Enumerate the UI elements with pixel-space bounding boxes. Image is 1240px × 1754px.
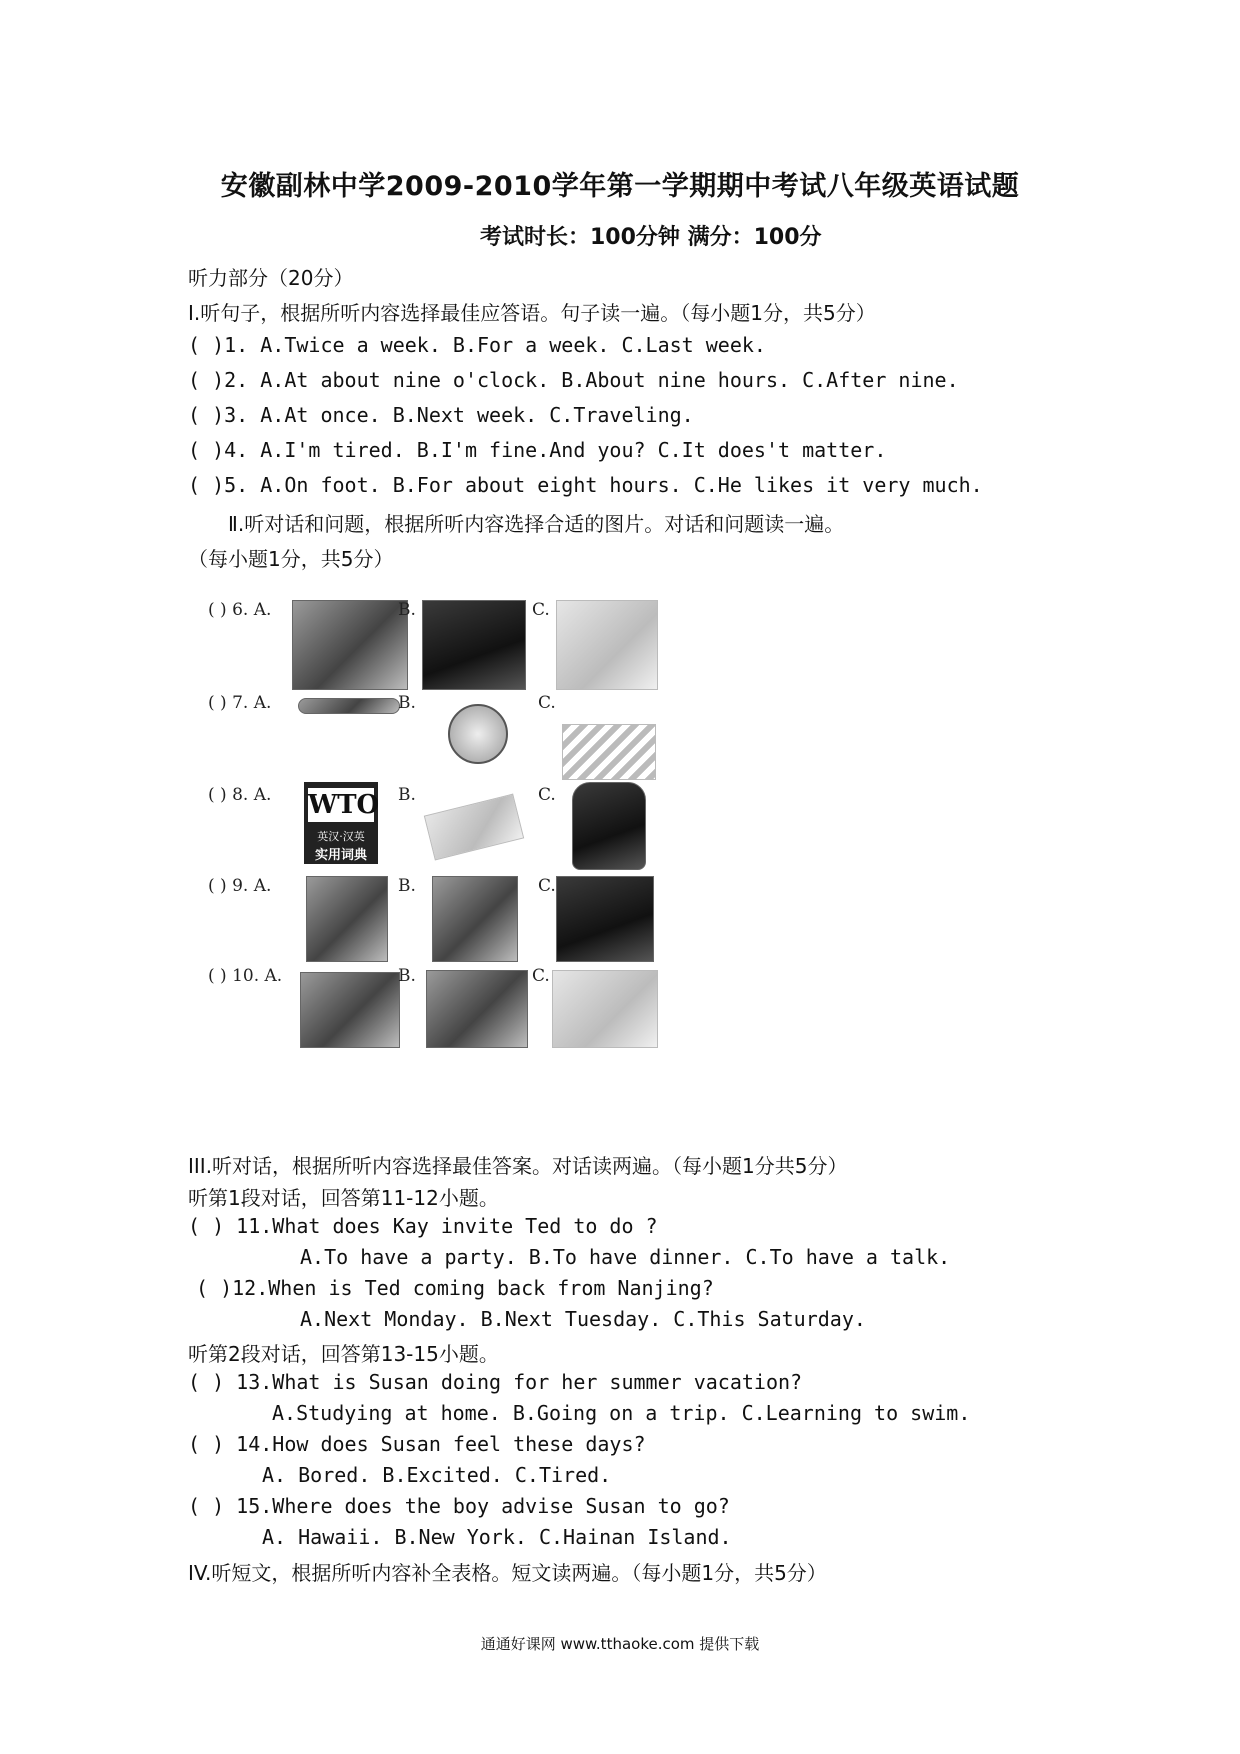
wto-text-2: 实用词典 (314, 848, 367, 863)
pic-q6-b-tent-image (422, 600, 526, 690)
page-title: 安徽副林中学2009-2010学年第一学期期中考试八年级英语试题 (220, 171, 1020, 202)
pic-q7-b-sun-icon (448, 704, 508, 764)
pic-q8-label: ( ) 8. A. (208, 785, 272, 805)
question-3: ( )3. A.At once. B.Next week. C.Traveling. (188, 403, 694, 427)
question-15-options: A. Hawaii. B.New York. C.Hainan Island. (262, 1525, 732, 1549)
question-14: ( ) 14.How does Susan feel these days? (188, 1432, 646, 1456)
pic-q8-a-dictionary-image (304, 782, 378, 864)
exam-info: 考试时长：100分钟 满分：100分 (480, 225, 822, 250)
pic-q6-a-forest-image (292, 600, 408, 690)
pic-q6-b-label: B. (398, 600, 416, 620)
pic-q6-c-boat-image (556, 600, 658, 690)
pic-q10-b-plane-image (426, 970, 528, 1048)
question-4: ( )4. A.I'm tired. B.I'm fine.And you? C.It does't matter. (188, 438, 887, 462)
pic-q9-a-headache-image (306, 876, 388, 962)
question-14-options: A. Bored. B.Excited. C.Tired. (262, 1463, 612, 1487)
footer-credit: 通通好课网 www.tthaoke.com 提供下载 (480, 1635, 760, 1653)
dialog1-instruction: 听第1段对话，回答第11-12小题。 (188, 1186, 499, 1210)
part2-heading: Ⅱ.听对话和问题，根据所听内容选择合适的图片。对话和问题读一遍。 (228, 512, 845, 536)
pic-q6-label: ( ) 6. A. (208, 600, 272, 620)
section-heading: 听力部分（20分） (188, 266, 354, 290)
question-13-options: A.Studying at home. B.Going on a trip. C.Learning to swim. (272, 1401, 971, 1425)
pic-q9-b-cough-image (432, 876, 518, 962)
pic-q7-b-label: B. (398, 693, 416, 713)
pic-q8-c-label: C. (538, 785, 556, 805)
part4-heading: IV.听短文，根据所听内容补全表格。短文读两遍。（每小题1分，共5分） (188, 1561, 827, 1585)
pic-q9-label: ( ) 9. A. (208, 876, 272, 896)
pic-q10-c-train-image (552, 970, 658, 1048)
pic-q9-b-label: B. (398, 876, 416, 896)
wto-logo: WTO (308, 790, 380, 820)
part1-heading: I.听句子，根据所听内容选择最佳应答语。句子读一遍。（每小题1分，共5分） (188, 301, 876, 325)
pic-q7-a-cloud-image (298, 698, 400, 714)
question-11-options: A.To have a party. B.To have dinner. C.To have a talk. (300, 1245, 951, 1269)
pic-q10-a-bus-image (300, 972, 400, 1048)
part2-heading-score: （每小题1分，共5分） (188, 547, 394, 571)
pic-q6-c-label: C. (532, 600, 550, 620)
question-13: ( ) 13.What is Susan doing for her summer vacation? (188, 1370, 803, 1394)
pic-q7-c-label: C. (538, 693, 556, 713)
wto-text-1: 英汉·汉英 (317, 830, 365, 843)
pic-q9-c-fever-image (556, 876, 654, 962)
dialog2-instruction: 听第2段对话，回答第13-15小题。 (188, 1342, 499, 1366)
pic-q8-b-label: B. (398, 785, 416, 805)
part3-heading: III.听对话，根据所听内容选择最佳答案。对话读两遍。（每小题1分共5分） (188, 1154, 848, 1178)
pic-q8-c-backpack-image (572, 782, 646, 870)
pic-q8-b-pencilcase-image (424, 794, 524, 861)
pic-q10-c-label: C. (532, 966, 550, 986)
pic-q9-c-label: C. (538, 876, 556, 896)
pic-q7-c-rain-icon (562, 724, 656, 780)
question-5: ( )5. A.On foot. B.For about eight hours. C.He likes it very much. (188, 473, 983, 497)
question-11: ( ) 11.What does Kay invite Ted to do ? (188, 1214, 658, 1238)
pic-q10-b-label: B. (398, 966, 416, 986)
question-2: ( )2. A.At about nine o'clock. B.About nine hours. C.After nine. (188, 368, 959, 392)
question-15: ( ) 15.Where does the boy advise Susan to go? (188, 1494, 730, 1518)
question-1: ( )1. A.Twice a week. B.For a week. C.Last week. (188, 333, 766, 357)
pic-q7-label: ( ) 7. A. (208, 693, 272, 713)
question-12-options: A.Next Monday. B.Next Tuesday. C.This Saturday. (300, 1307, 866, 1331)
pic-q10-label: ( ) 10. A. (208, 966, 283, 986)
question-12: ( )12.When is Ted coming back from Nanjing? (196, 1276, 714, 1300)
